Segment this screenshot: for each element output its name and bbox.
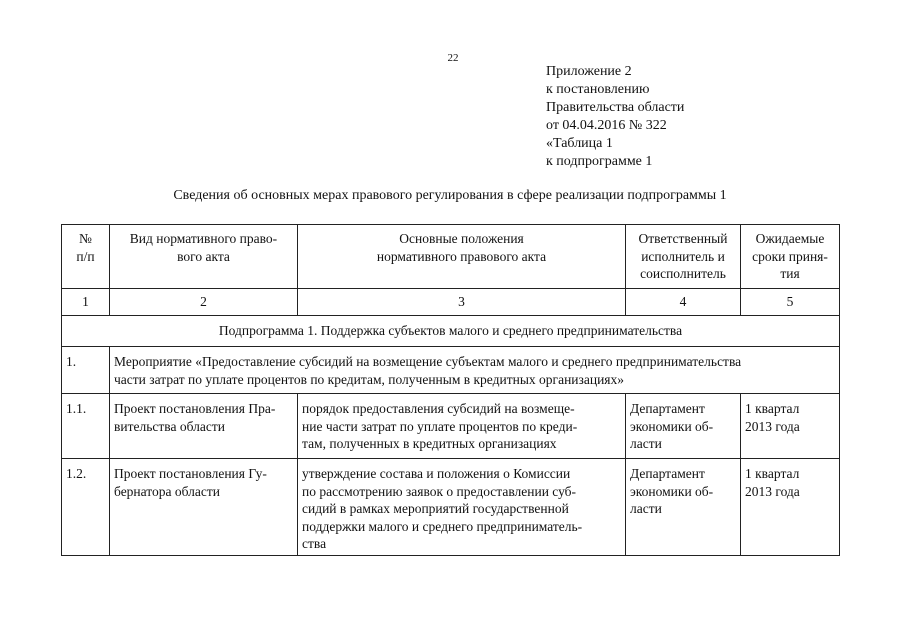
row-provisions: утверждение состава и положения о Комиссии по рассмотрению заявок о предоставлении суб- сидий в рамках мероприятий государственной поддержки малого и среднего предприниматель- ства [298, 459, 626, 556]
column-number: 4 [626, 289, 741, 316]
activity-row [62, 347, 840, 394]
row-term: 1 квартал 2013 года [741, 459, 840, 556]
row-executor: Департамент экономики об- ласти [626, 394, 741, 459]
row-number: 1.1. [62, 394, 110, 459]
column-number: 2 [110, 289, 298, 316]
row-provisions: порядок предоставления субсидий на возмеще- ние части затрат по уплате процентов по креди- там, полученных в кредитных организациях [298, 394, 626, 459]
activity-number: 1. [62, 347, 110, 394]
column-number: 1 [62, 289, 110, 316]
header-cell-executor: Ответственный исполнитель и соисполнитель [626, 225, 741, 289]
annex-header-line: к подпрограмме 1 [546, 154, 653, 169]
header-cell-provisions: Основные положения нормативного правового акта [298, 225, 626, 289]
regulation-table [61, 224, 840, 556]
header-cell-act-type: Вид нормативного право- вого акта [110, 225, 298, 289]
annex-header-line: от 04.04.2016 № 322 [546, 118, 667, 133]
activity-text: Мероприятие «Предоставление субсидий на возмещение субъектам малого и среднего предпринимательства части затрат по уплате процентов по кредитам, полученным в кредитных организациях» [110, 347, 840, 394]
row-act-type: Проект постановления Пра- вительства области [110, 394, 298, 459]
document-title: Сведения об основных мерах правового регулирования в сфере реализации подпрограммы 1 [173, 188, 727, 203]
header-cell-term: Ожидаемые сроки приня- тия [741, 225, 840, 289]
column-number-row [62, 289, 840, 316]
table-row [62, 394, 840, 459]
table-row [62, 459, 840, 556]
row-term: 1 квартал 2013 года [741, 394, 840, 459]
subprogram-row [62, 316, 840, 347]
annex-header-line: «Таблица 1 [546, 136, 613, 151]
header-cell-number: № п/п [62, 225, 110, 289]
row-act-type: Проект постановления Гу- бернатора области [110, 459, 298, 556]
row-number: 1.2. [62, 459, 110, 556]
row-executor: Департамент экономики об- ласти [626, 459, 741, 556]
page-number: 22 [447, 52, 459, 64]
column-number: 5 [741, 289, 840, 316]
subprogram-title: Подпрограмма 1. Поддержка субъектов малого и среднего предпринимательства [62, 316, 840, 347]
annex-header-line: к постановлению [546, 82, 650, 97]
annex-header-line: Правительства области [546, 100, 685, 115]
annex-header-line: Приложение 2 [546, 64, 632, 79]
table-header-row [62, 225, 840, 289]
column-number: 3 [298, 289, 626, 316]
annex-header [546, 63, 684, 171]
